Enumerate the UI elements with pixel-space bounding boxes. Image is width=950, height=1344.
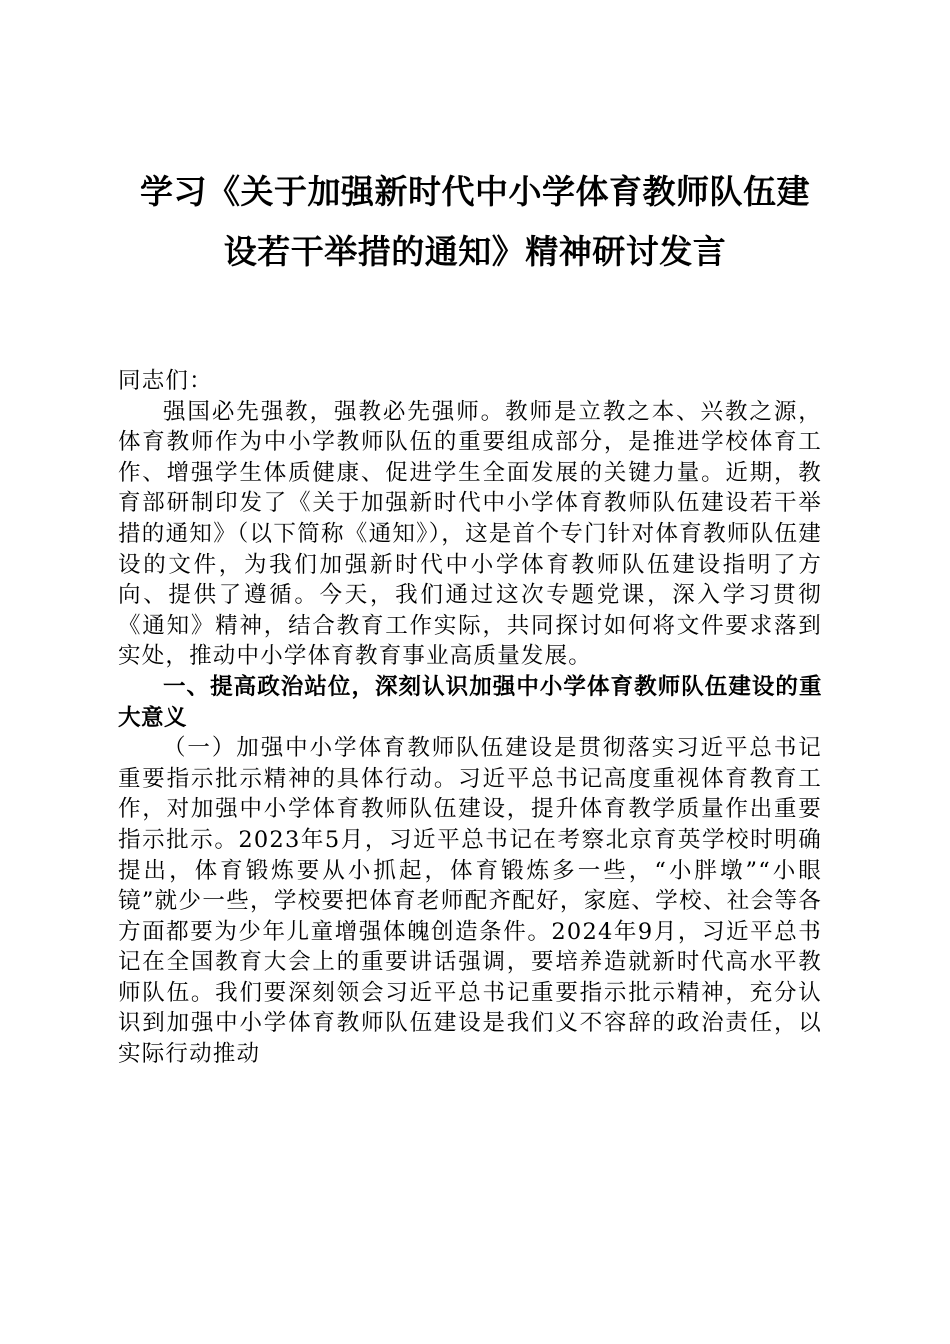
intro-paragraph: 强国必先强教，强教必先强师。教师是立教之本、兴教之源，体育教师作为中小学教师队伍的重要组成部分，是推进学校体育工作、增强学生体质健康、促进学生全面发展的关键力量。近期，教育部研制印发了《关于加强新时代中小学体育教师队伍建设若干举措的通知》（以下简称《通知》），这是首个专门针对体育教师队伍建设的文件，为我们加强新时代中小学体育教师队伍建设指明了方向、提供了遵循。今天，我们通过这次专题党课，深入学习贯彻《通知》精神，结合教育工作实际，共同探讨如何将文件要求落到实处，推动中小学体育教育事业高质量发展。 — [118, 398, 822, 670]
title-line-1: 学习《关于加强新时代中小学体育教师队伍建 — [140, 172, 810, 211]
title-line-2: 设若干举措的通知》精神研讨发言 — [223, 232, 727, 271]
document-body — [118, 366, 822, 1070]
section-1-heading: 一、提高政治站位，深刻认识加强中小学体育教师队伍建设的重大意义 — [118, 673, 822, 731]
salutation: 同志们： — [118, 368, 213, 394]
section-1-paragraph-1: （一）加强中小学体育教师队伍建设是贯彻落实习近平总书记重要指示批示精神的具体行动。习近平总书记高度重视体育教育工作，对加强中小学体育教师队伍建设，提升体育教学质量作出重要指示批示。2023年5月，习近平总书记在考察北京育英学校时明确提出，体育锻炼要从小抓起，体育锻炼多一些，“小胖墩”“小眼镜”就少一些，学校要把体育老师配齐配好，家庭、学校、社会等各方面都要为少年儿童增强体魄创造条件。2024年9月，习近平总书记在全国教育大会上的重要讲话强调，要培养造就新时代高水平教师队伍。我们要深刻领会习近平总书记重要指示批示精神，充分认识到加强中小学体育教师队伍建设是我们义不容辞的政治责任，以实际行动推动 — [118, 735, 822, 1068]
document-title — [118, 162, 832, 282]
